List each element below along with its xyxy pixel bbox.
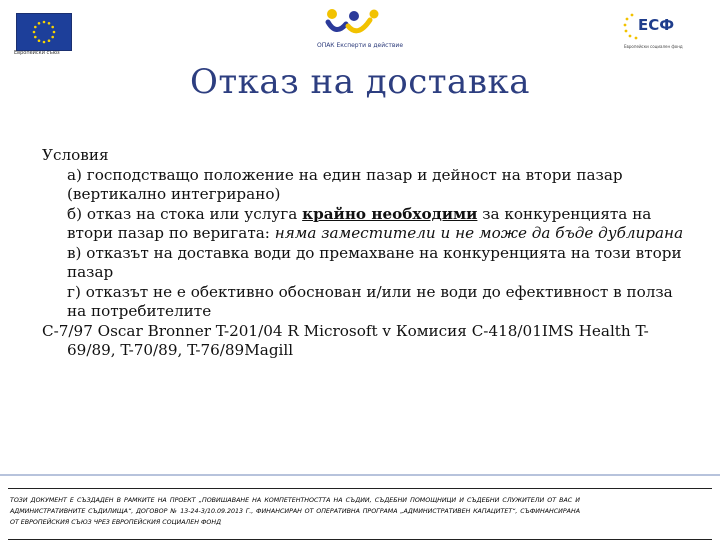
condition-item-d: г) отказът не е обективно обоснован и/или не води до ефективност в полза на потребителите — [67, 282, 673, 320]
esf-logo-text: ЕСФ — [638, 16, 675, 34]
esf-logo-icon — [622, 10, 692, 42]
item-b-emphasis-text: крайно необходими — [302, 204, 478, 223]
conditions-heading: Условия — [42, 146, 109, 164]
item-b-pre: б) отказ на стока или услуга — [67, 204, 303, 223]
eu-caption: Европейски съюз — [14, 50, 60, 56]
case-references: C-7/97 Oscar Bronner T-201/04 R Microsoft v Комисия C-418/01IMS Health T-69/89, T-70/89, T-76/89Magill — [42, 321, 649, 359]
footer-disclaimer: ТОЗИ ДОКУМЕНТ Е СЪЗДАДЕН В РАМКИТЕ НА ПРОЕКТ „ПОВИШАВАНЕ НА КОМПЕТЕНТНОСТТА НА СЪДИИ, СЪДЕБНИ ПОМОЩНИЦИ И СЪДЕБНИ СЛУЖИТЕЛИ ОТ ВАС И АДМИНИСТРАТИВНИТЕ СЪДИЛИЩА“, ДОГОВОР № 13-24-3/10.09.2013 Г., ФИНАНСИРАН ОТ ОПЕРАТИВНА ПРОГРАМА „АДМИНИСТРАТИВЕН КАПАЦИТЕТ“, СЪФИНАНСИРАНА ОТ ЕВРОПЕЙСКИЯ СЪЮЗ ЧРЕЗ ЕВРОПЕЙСКИЯ СОЦИАЛЕН ФОНД — [10, 497, 580, 526]
item-b-emphasis — [302, 205, 477, 223]
slide-title: Отказ на доставка — [190, 62, 530, 102]
footer — [0, 466, 720, 540]
item-b-italic: няма заместители и не може да бъде дублирана — [274, 224, 684, 242]
header — [0, 0, 720, 66]
condition-item-a: а) господстващо положение на един пазар и дейност на втори пазар (вертикално интегрирано) — [67, 165, 623, 203]
eu-flag-icon — [16, 13, 72, 51]
condition-item-b — [42, 205, 692, 244]
slide-body — [42, 146, 692, 361]
item-b-post: за конкуренцията на втори пазар по веригата: — [67, 204, 652, 242]
opak-caption: ОПАК Експерти в действие — [316, 42, 404, 49]
esf-caption: Европейски социален фонд — [624, 44, 683, 49]
opak-logo-icon — [322, 8, 382, 38]
footer-divider — [0, 474, 720, 476]
condition-item-c: в) отказът на доставка води до премахване на конкуренцията на този втори пазар — [67, 243, 682, 281]
